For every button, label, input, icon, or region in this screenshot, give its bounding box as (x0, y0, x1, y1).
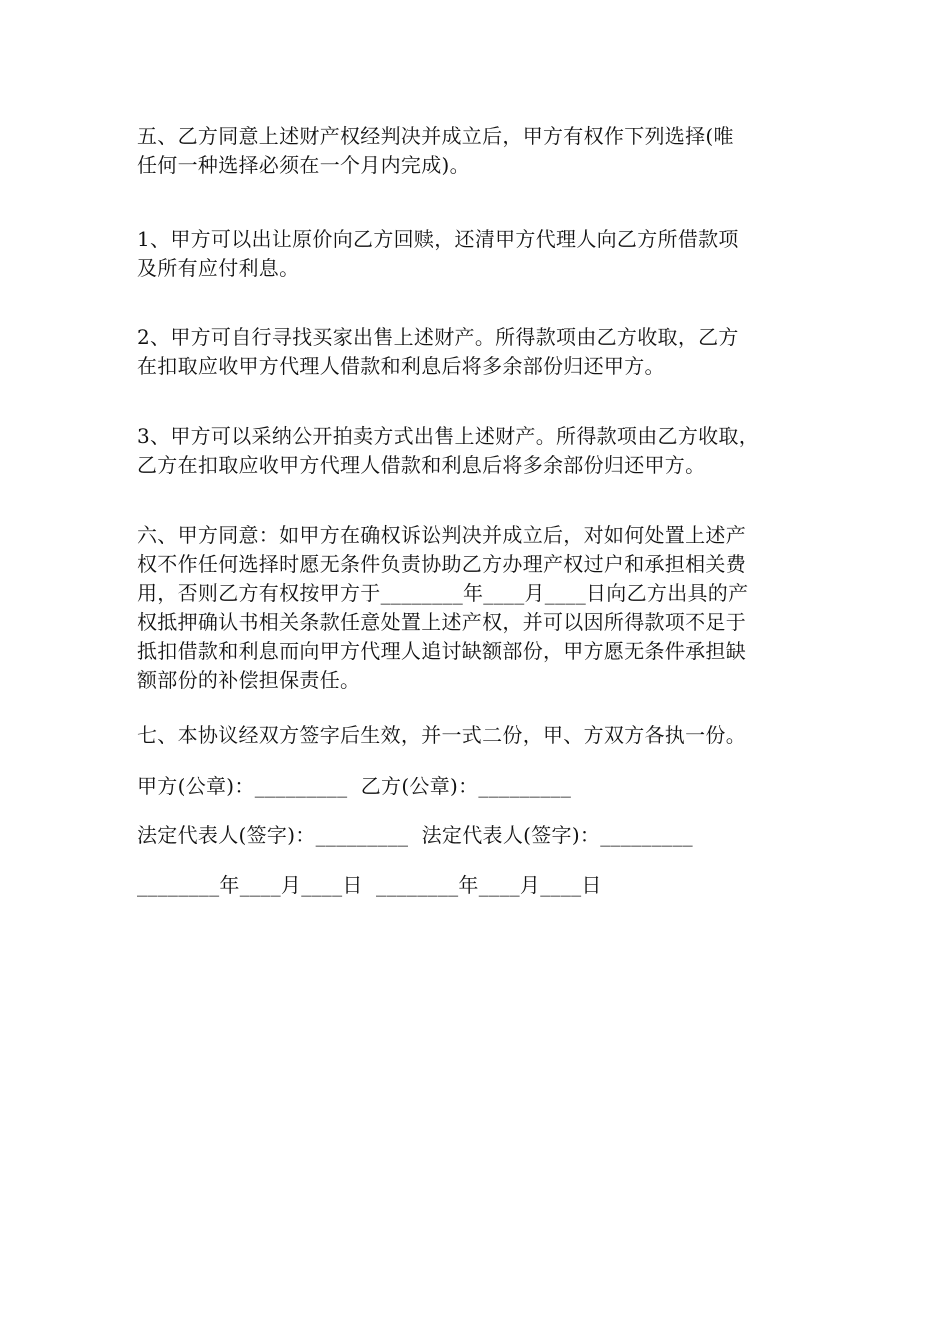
seal-signature-line: 甲方(公章)：_________ 乙方(公章)：_________ (137, 774, 572, 798)
option-3-line-1: 3、甲方可以采纳公开拍卖方式出售上述财产。所得款项由乙方收取， (137, 424, 760, 448)
clause-6-line-5: 抵扣借款和利息而向甲方代理人追讨缺额部份，甲方愿无条件承担缺 (137, 639, 746, 663)
clause-5-line-2: 任何一种选择必须在一个月内完成)。 (137, 153, 470, 177)
clause-6-line-6: 额部份的补偿担保责任。 (137, 668, 361, 692)
representative-signature-line: 法定代表人(签字)：_________ 法定代表人(签字)：_________ (137, 823, 693, 847)
option-2-line-1: 2、甲方可自行寻找买家出售上述财产。所得款项由乙方收取，乙方 (137, 325, 739, 349)
clause-6 (137, 521, 827, 695)
option-3-line-2: 乙方在扣取应收甲方代理人借款和利息后将多余部份归还甲方。 (137, 453, 706, 477)
option-2-line-2: 在扣取应收甲方代理人借款和利息后将多余部份归还甲方。 (137, 354, 665, 378)
clause-7-line-1: 七、本协议经双方签字后生效，并一式二份，甲、方双方各执一份。 (137, 723, 746, 747)
option-3 (137, 422, 827, 480)
option-2 (137, 323, 827, 381)
clause-5-line-1: 五、乙方同意上述财产权经判决并成立后，甲方有权作下列选择(唯 (137, 124, 734, 148)
option-1-line-2: 及所有应付利息。 (137, 256, 300, 280)
clause-6-line-4: 权抵押确认书相关条款任意处置上述产权，并可以因所得款项不足于 (137, 610, 746, 634)
option-1-line-1: 1、甲方可以出让原价向乙方回赎，还清甲方代理人向乙方所借款项 (137, 227, 739, 251)
clause-6-line-1: 六、甲方同意：如甲方在确权诉讼判决并成立后，对如何处置上述产 (137, 523, 746, 547)
clause-6-line-3: 用，否则乙方有权按甲方于________年____月____日向乙方出具的产 (137, 581, 749, 605)
clause-7 (137, 721, 827, 750)
option-1 (137, 225, 827, 283)
clause-6-line-2: 权不作任何选择时愿无条件负责协助乙方办理产权过户和承担相关费 (137, 552, 746, 576)
clause-5 (137, 122, 827, 180)
signature-date-line: ________年____月____日 ________年____月____日 (137, 873, 602, 897)
